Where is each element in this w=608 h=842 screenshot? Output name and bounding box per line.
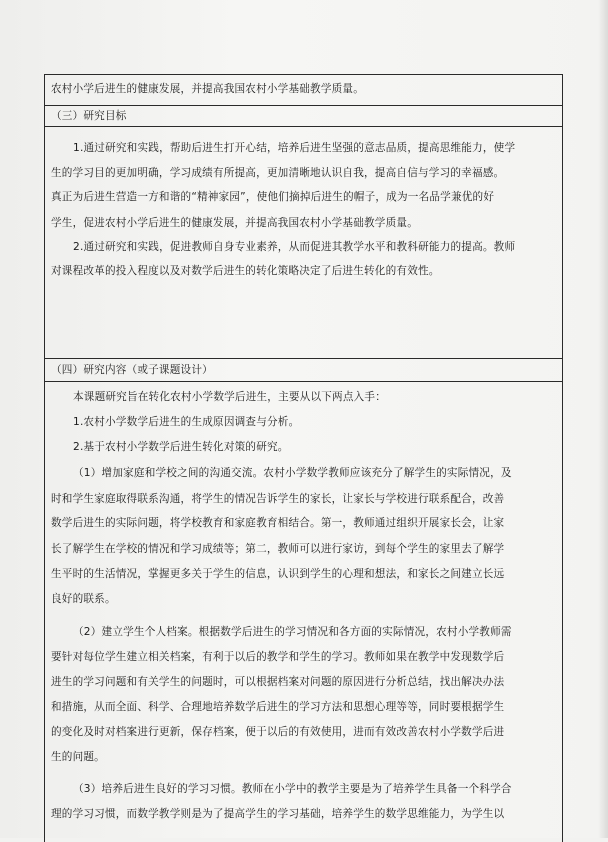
- section-title: （三）研究目标: [51, 110, 127, 122]
- paragraph-line: 时和学生家庭取得联系沟通，将学生的情况告诉学生的家长，让家长与学校进行联系配合，改善: [51, 493, 505, 505]
- paragraph-line: 的变化及时对档案进行更新，保存档案，便于以后的有效使用，进而有效改善农村小学数学后进: [51, 726, 505, 738]
- page-edge-shadow: [598, 0, 608, 838]
- paragraph-line: 理的学习习惯，而数学教学则是为了提高学生的学习基础，培养学生的数学思维能力，为学生以: [51, 808, 505, 820]
- section-header-content: [45, 359, 562, 382]
- paragraph-line: 真正为后进生营造一方和谐的“精神家园”，使他们摘掉后进生的帽子，成为一名品学兼优的好: [51, 191, 495, 203]
- proposal-table: [44, 74, 563, 842]
- paragraph-line: 1.通过研究和实践，帮助后进生打开心结，培养后进生坚强的意志品质，提高思维能力，使学: [73, 142, 516, 154]
- paragraph-line: 生平时的生活情况，掌握更多关于学生的信息，认识到学生的心理和想法，和家长之间建立长远: [51, 568, 505, 580]
- continued-row: [45, 74, 562, 106]
- paragraph-line: 本课题研究旨在转化农村小学数学后进生，主要从以下两点入手：: [73, 391, 387, 403]
- paragraph-line: 数学后进生的实际问题，将学校教育和家庭教育相结合。第一，教师通过组织开展家长会，让家: [51, 517, 505, 529]
- paragraph-line: 良好的联系。: [51, 593, 116, 605]
- paragraph-line: 长了解学生在学校的情况和学习成绩等；第二，教师可以进行家访，到每个学生的家里去了解学: [51, 543, 505, 555]
- goals-body: [45, 127, 562, 359]
- paragraph-line: 和措施，从而全面、科学、合理地培养数学后进生的学习方法和思想心理等等，同时要根据学生: [51, 701, 505, 713]
- paragraph-line: 生的问题。: [51, 751, 105, 763]
- paragraph-line: 生的学习目的更加明确，学习成绩有所提高，更加清晰地认识自我，提高自信与学习的幸福感。: [51, 167, 505, 179]
- section-header-goals: [45, 106, 562, 127]
- paragraph-line: 2.基于农村小学数学后进生转化对策的研究。: [73, 441, 289, 453]
- paragraph-line: （1）增加家庭和学校之间的沟通交流。农村小学数学教师应该充分了解学生的实际情况，及: [73, 467, 512, 479]
- paragraph-line: 1.农村小学数学后进生的生成原因调查与分析。: [73, 416, 300, 428]
- paragraph-line: 要针对每位学生建立相关档案，有利于以后的教学和学生的学习。教师如果在教学中发现数学后: [51, 651, 505, 663]
- content-body: [45, 382, 562, 842]
- continued-text: 农村小学后进生的健康发展，并提高我国农村小学基础教学质量。: [51, 83, 365, 95]
- paragraph-line: 进生的学习问题和有关学生的问题时，可以根据档案对问题的原因进行分析总结，找出解决办法: [51, 676, 505, 688]
- paragraph-line: （2）建立学生个人档案。根据数学后进生的学习情况和各方面的实际情况，农村小学教师需: [73, 626, 512, 638]
- paragraph-line: 对课程改革的投入程度以及对数学后进生的转化策略决定了后进生转化的有效性。: [51, 265, 440, 277]
- paragraph-line: 学生，促进农村小学后进生的健康发展，并提高我国农村小学基础教学质量。: [51, 217, 418, 229]
- paragraph-line: 2.通过研究和实践，促进教师自身专业素养，从而促进其教学水平和教科研能力的提高。教师: [73, 241, 516, 253]
- paragraph-line: （3）培养后进生良好的学习习惯。教师在小学中的教学主要是为了培养学生具备一个科学合: [73, 783, 512, 795]
- section-title: （四）研究内容（或子课题设计）: [51, 364, 213, 376]
